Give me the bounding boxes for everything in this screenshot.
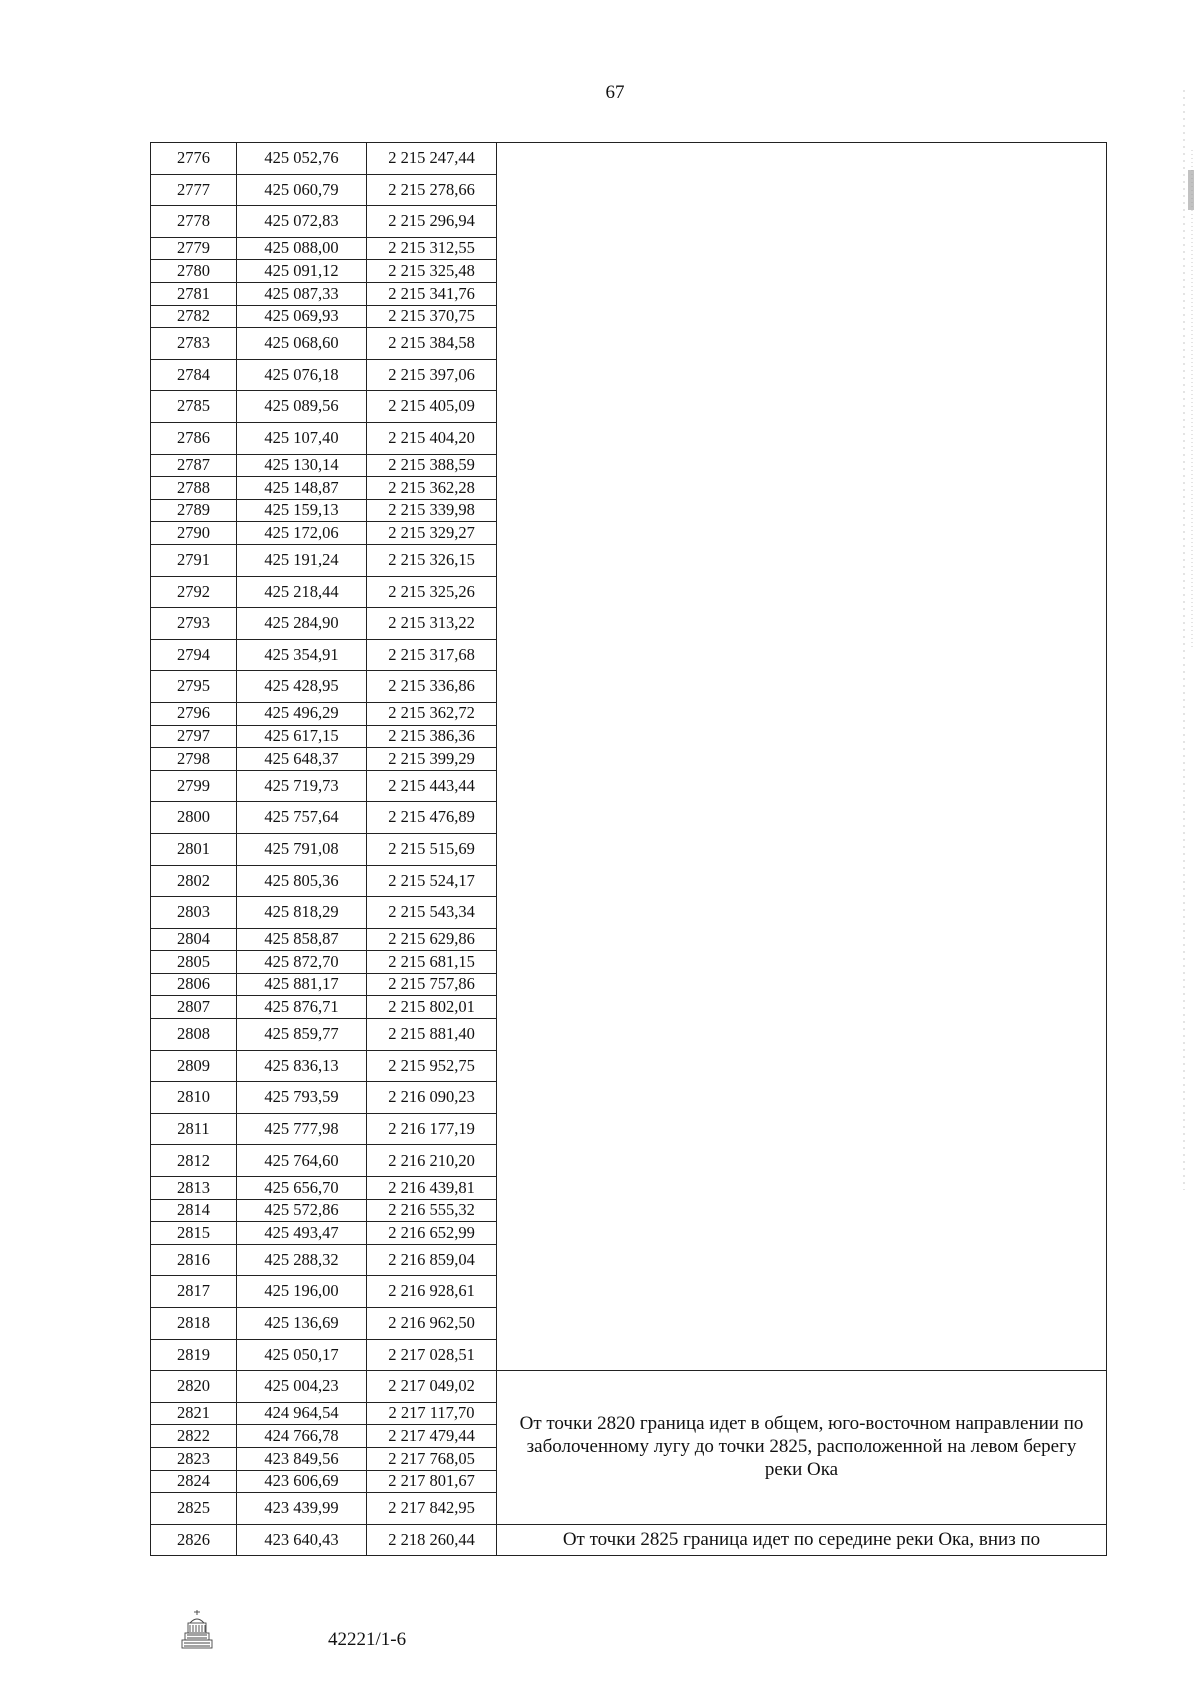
x-coordinate-cell: 425 805,36 bbox=[237, 865, 367, 897]
document-code: 42221/1-6 bbox=[328, 1629, 407, 1650]
point-number-cell: 2816 bbox=[151, 1244, 237, 1276]
x-coordinate-cell: 423 849,56 bbox=[237, 1448, 367, 1471]
point-number-cell: 2799 bbox=[151, 770, 237, 802]
x-coordinate-cell: 425 818,29 bbox=[237, 897, 367, 929]
y-coordinate-cell: 2 215 524,17 bbox=[367, 865, 497, 897]
y-coordinate-cell: 2 215 404,20 bbox=[367, 422, 497, 454]
y-coordinate-cell: 2 215 388,59 bbox=[367, 454, 497, 477]
x-coordinate-cell: 425 872,70 bbox=[237, 951, 367, 974]
y-coordinate-cell: 2 216 962,50 bbox=[367, 1308, 497, 1340]
x-coordinate-cell: 425 719,73 bbox=[237, 770, 367, 802]
point-number-cell: 2792 bbox=[151, 576, 237, 608]
y-coordinate-cell: 2 217 801,67 bbox=[367, 1470, 497, 1493]
page-number: 67 bbox=[605, 82, 625, 103]
point-number-cell: 2814 bbox=[151, 1199, 237, 1222]
x-coordinate-cell: 425 617,15 bbox=[237, 725, 367, 748]
x-coordinate-cell: 425 428,95 bbox=[237, 671, 367, 703]
point-number-cell: 2806 bbox=[151, 973, 237, 996]
point-number-cell: 2797 bbox=[151, 725, 237, 748]
x-coordinate-cell: 425 089,56 bbox=[237, 391, 367, 423]
x-coordinate-cell: 425 764,60 bbox=[237, 1145, 367, 1177]
point-number-cell: 2809 bbox=[151, 1050, 237, 1082]
point-number-cell: 2790 bbox=[151, 522, 237, 545]
y-coordinate-cell: 2 215 325,48 bbox=[367, 260, 497, 283]
point-number-cell: 2780 bbox=[151, 260, 237, 283]
table-row bbox=[151, 1371, 1107, 1403]
x-coordinate-cell: 425 858,87 bbox=[237, 928, 367, 951]
y-coordinate-cell: 2 215 802,01 bbox=[367, 996, 497, 1019]
point-number-cell: 2777 bbox=[151, 174, 237, 206]
y-coordinate-cell: 2 215 296,94 bbox=[367, 206, 497, 238]
page-footer bbox=[0, 1605, 1200, 1665]
table-row bbox=[151, 1524, 1107, 1556]
point-number-cell: 2785 bbox=[151, 391, 237, 423]
point-number-cell: 2800 bbox=[151, 802, 237, 834]
point-number-cell: 2824 bbox=[151, 1470, 237, 1493]
y-coordinate-cell: 2 216 090,23 bbox=[367, 1082, 497, 1114]
x-coordinate-cell: 425 493,47 bbox=[237, 1222, 367, 1245]
y-coordinate-cell: 2 215 757,86 bbox=[367, 973, 497, 996]
x-coordinate-cell: 425 087,33 bbox=[237, 282, 367, 305]
x-coordinate-cell: 425 172,06 bbox=[237, 522, 367, 545]
y-coordinate-cell: 2 215 339,98 bbox=[367, 499, 497, 522]
point-number-cell: 2794 bbox=[151, 639, 237, 671]
x-coordinate-cell: 425 107,40 bbox=[237, 422, 367, 454]
y-coordinate-cell: 2 215 362,28 bbox=[367, 477, 497, 500]
point-number-cell: 2820 bbox=[151, 1371, 237, 1403]
description-cell-empty bbox=[497, 143, 1107, 1371]
y-coordinate-cell: 2 216 555,32 bbox=[367, 1199, 497, 1222]
y-coordinate-cell: 2 216 928,61 bbox=[367, 1276, 497, 1308]
point-number-cell: 2788 bbox=[151, 477, 237, 500]
x-coordinate-cell: 425 648,37 bbox=[237, 748, 367, 771]
x-coordinate-cell: 425 218,44 bbox=[237, 576, 367, 608]
table-row bbox=[151, 143, 1107, 175]
x-coordinate-cell: 423 606,69 bbox=[237, 1470, 367, 1493]
y-coordinate-cell: 2 215 341,76 bbox=[367, 282, 497, 305]
point-number-cell: 2812 bbox=[151, 1145, 237, 1177]
x-coordinate-cell: 425 354,91 bbox=[237, 639, 367, 671]
y-coordinate-cell: 2 216 652,99 bbox=[367, 1222, 497, 1245]
point-number-cell: 2804 bbox=[151, 928, 237, 951]
y-coordinate-cell: 2 215 443,44 bbox=[367, 770, 497, 802]
y-coordinate-cell: 2 215 326,15 bbox=[367, 544, 497, 576]
x-coordinate-cell: 425 757,64 bbox=[237, 802, 367, 834]
description-cell-2820-2825: От точки 2820 граница идет в общем, юго-восточном направлении по заболоченному лугу до точки 2825, расположенной на левом берегу реки Ока bbox=[497, 1371, 1107, 1525]
y-coordinate-cell: 2 215 329,27 bbox=[367, 522, 497, 545]
y-coordinate-cell: 2 215 247,44 bbox=[367, 143, 497, 175]
y-coordinate-cell: 2 217 028,51 bbox=[367, 1339, 497, 1371]
x-coordinate-cell: 423 439,99 bbox=[237, 1493, 367, 1525]
point-number-cell: 2819 bbox=[151, 1339, 237, 1371]
point-number-cell: 2787 bbox=[151, 454, 237, 477]
point-number-cell: 2781 bbox=[151, 282, 237, 305]
y-coordinate-cell: 2 217 479,44 bbox=[367, 1425, 497, 1448]
x-coordinate-cell: 425 793,59 bbox=[237, 1082, 367, 1114]
point-number-cell: 2795 bbox=[151, 671, 237, 703]
description-cell-2825-river: От точки 2825 граница идет по середине реки Ока, вниз по bbox=[497, 1524, 1107, 1556]
x-coordinate-cell: 425 836,13 bbox=[237, 1050, 367, 1082]
point-number-cell: 2803 bbox=[151, 897, 237, 929]
y-coordinate-cell: 2 216 177,19 bbox=[367, 1113, 497, 1145]
x-coordinate-cell: 425 069,93 bbox=[237, 305, 367, 328]
point-number-cell: 2805 bbox=[151, 951, 237, 974]
x-coordinate-cell: 425 656,70 bbox=[237, 1177, 367, 1200]
y-coordinate-cell: 2 215 325,26 bbox=[367, 576, 497, 608]
y-coordinate-cell: 2 215 384,58 bbox=[367, 328, 497, 360]
x-coordinate-cell: 425 876,71 bbox=[237, 996, 367, 1019]
x-coordinate-cell: 425 159,13 bbox=[237, 499, 367, 522]
x-coordinate-cell: 425 088,00 bbox=[237, 237, 367, 260]
y-coordinate-cell: 2 217 117,70 bbox=[367, 1402, 497, 1425]
y-coordinate-cell: 2 215 543,34 bbox=[367, 897, 497, 929]
point-number-cell: 2813 bbox=[151, 1177, 237, 1200]
x-coordinate-cell: 425 859,77 bbox=[237, 1019, 367, 1051]
x-coordinate-cell: 425 791,08 bbox=[237, 833, 367, 865]
point-number-cell: 2778 bbox=[151, 206, 237, 238]
point-number-cell: 2821 bbox=[151, 1402, 237, 1425]
point-number-cell: 2825 bbox=[151, 1493, 237, 1525]
point-number-cell: 2798 bbox=[151, 748, 237, 771]
point-number-cell: 2808 bbox=[151, 1019, 237, 1051]
point-number-cell: 2823 bbox=[151, 1448, 237, 1471]
point-number-cell: 2789 bbox=[151, 499, 237, 522]
x-coordinate-cell: 425 881,17 bbox=[237, 973, 367, 996]
y-coordinate-cell: 2 215 881,40 bbox=[367, 1019, 497, 1051]
point-number-cell: 2822 bbox=[151, 1425, 237, 1448]
point-number-cell: 2826 bbox=[151, 1524, 237, 1556]
y-coordinate-cell: 2 215 629,86 bbox=[367, 928, 497, 951]
y-coordinate-cell: 2 215 386,36 bbox=[367, 725, 497, 748]
y-coordinate-cell: 2 215 681,15 bbox=[367, 951, 497, 974]
y-coordinate-cell: 2 216 859,04 bbox=[367, 1244, 497, 1276]
x-coordinate-cell: 425 060,79 bbox=[237, 174, 367, 206]
point-number-cell: 2818 bbox=[151, 1308, 237, 1340]
y-coordinate-cell: 2 215 317,68 bbox=[367, 639, 497, 671]
point-number-cell: 2783 bbox=[151, 328, 237, 360]
y-coordinate-cell: 2 215 476,89 bbox=[367, 802, 497, 834]
x-coordinate-cell: 425 777,98 bbox=[237, 1113, 367, 1145]
coordinates-table-body bbox=[151, 143, 1107, 1556]
y-coordinate-cell: 2 215 952,75 bbox=[367, 1050, 497, 1082]
x-coordinate-cell: 425 288,32 bbox=[237, 1244, 367, 1276]
y-coordinate-cell: 2 215 399,29 bbox=[367, 748, 497, 771]
x-coordinate-cell: 425 091,12 bbox=[237, 260, 367, 283]
scan-margin-artifact bbox=[1178, 90, 1200, 1290]
x-coordinate-cell: 425 196,00 bbox=[237, 1276, 367, 1308]
y-coordinate-cell: 2 218 260,44 bbox=[367, 1524, 497, 1556]
y-coordinate-cell: 2 215 397,06 bbox=[367, 359, 497, 391]
y-coordinate-cell: 2 216 210,20 bbox=[367, 1145, 497, 1177]
point-number-cell: 2802 bbox=[151, 865, 237, 897]
coordinates-table-wrapper bbox=[150, 142, 1106, 1556]
point-number-cell: 2793 bbox=[151, 608, 237, 640]
y-coordinate-cell: 2 217 768,05 bbox=[367, 1448, 497, 1471]
point-number-cell: 2807 bbox=[151, 996, 237, 1019]
y-coordinate-cell: 2 217 049,02 bbox=[367, 1371, 497, 1403]
y-coordinate-cell: 2 216 439,81 bbox=[367, 1177, 497, 1200]
x-coordinate-cell: 425 148,87 bbox=[237, 477, 367, 500]
x-coordinate-cell: 425 496,29 bbox=[237, 702, 367, 725]
point-number-cell: 2779 bbox=[151, 237, 237, 260]
x-coordinate-cell: 425 130,14 bbox=[237, 454, 367, 477]
x-coordinate-cell: 425 191,24 bbox=[237, 544, 367, 576]
x-coordinate-cell: 425 072,83 bbox=[237, 206, 367, 238]
coordinates-table bbox=[150, 142, 1107, 1556]
x-coordinate-cell: 425 572,86 bbox=[237, 1199, 367, 1222]
point-number-cell: 2811 bbox=[151, 1113, 237, 1145]
x-coordinate-cell: 425 284,90 bbox=[237, 608, 367, 640]
y-coordinate-cell: 2 215 370,75 bbox=[367, 305, 497, 328]
emblem-seal-icon bbox=[178, 1607, 216, 1653]
x-coordinate-cell: 425 052,76 bbox=[237, 143, 367, 175]
y-coordinate-cell: 2 215 312,55 bbox=[367, 237, 497, 260]
x-coordinate-cell: 425 050,17 bbox=[237, 1339, 367, 1371]
x-coordinate-cell: 423 640,43 bbox=[237, 1524, 367, 1556]
point-number-cell: 2801 bbox=[151, 833, 237, 865]
x-coordinate-cell: 425 076,18 bbox=[237, 359, 367, 391]
y-coordinate-cell: 2 215 405,09 bbox=[367, 391, 497, 423]
x-coordinate-cell: 424 766,78 bbox=[237, 1425, 367, 1448]
y-coordinate-cell: 2 215 278,66 bbox=[367, 174, 497, 206]
point-number-cell: 2817 bbox=[151, 1276, 237, 1308]
x-coordinate-cell: 424 964,54 bbox=[237, 1402, 367, 1425]
x-coordinate-cell: 425 136,69 bbox=[237, 1308, 367, 1340]
y-coordinate-cell: 2 215 336,86 bbox=[367, 671, 497, 703]
point-number-cell: 2796 bbox=[151, 702, 237, 725]
point-number-cell: 2784 bbox=[151, 359, 237, 391]
point-number-cell: 2791 bbox=[151, 544, 237, 576]
y-coordinate-cell: 2 217 842,95 bbox=[367, 1493, 497, 1525]
point-number-cell: 2786 bbox=[151, 422, 237, 454]
point-number-cell: 2815 bbox=[151, 1222, 237, 1245]
point-number-cell: 2810 bbox=[151, 1082, 237, 1114]
y-coordinate-cell: 2 215 362,72 bbox=[367, 702, 497, 725]
x-coordinate-cell: 425 068,60 bbox=[237, 328, 367, 360]
point-number-cell: 2782 bbox=[151, 305, 237, 328]
x-coordinate-cell: 425 004,23 bbox=[237, 1371, 367, 1403]
y-coordinate-cell: 2 215 515,69 bbox=[367, 833, 497, 865]
y-coordinate-cell: 2 215 313,22 bbox=[367, 608, 497, 640]
point-number-cell: 2776 bbox=[151, 143, 237, 175]
